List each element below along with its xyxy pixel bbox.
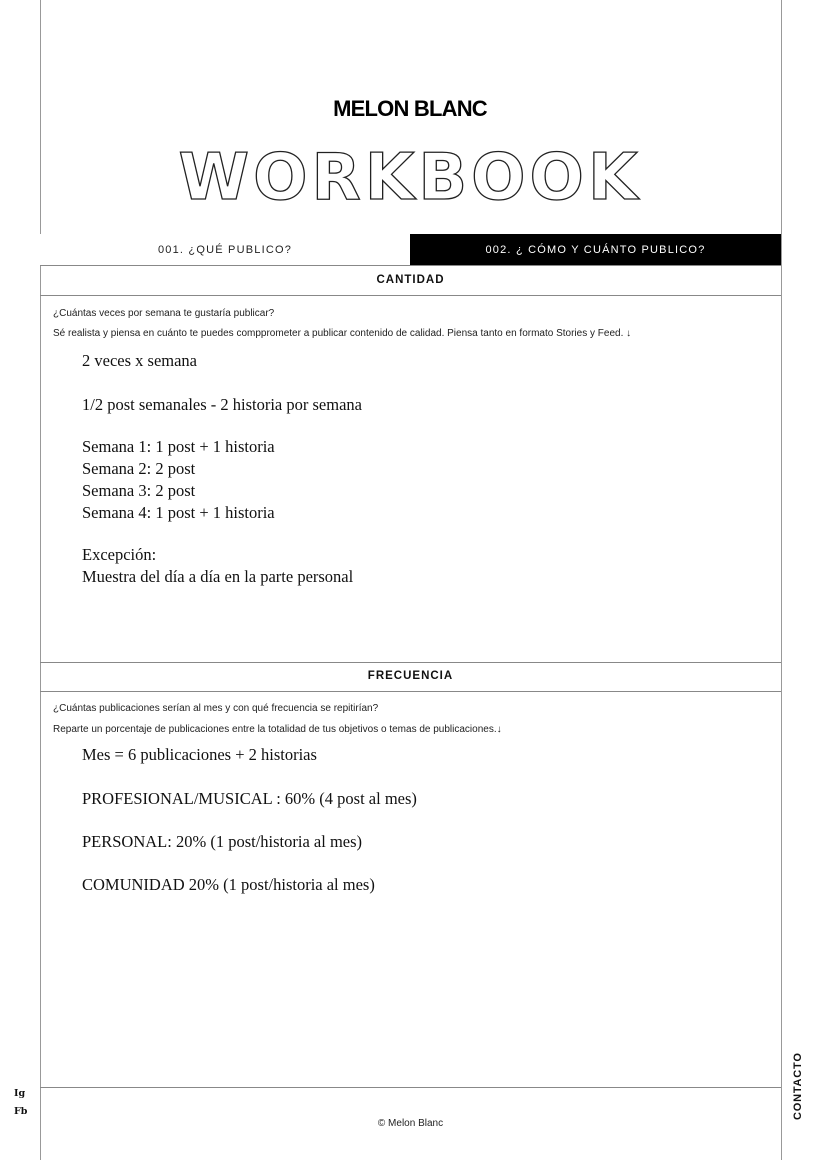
- footer-copyright: © Melon Blanc: [377, 1118, 444, 1129]
- answer-line: PROFESIONAL/MUSICAL : 60% (4 post al mes): [82, 789, 417, 808]
- hint-frecuencia: Reparte un porcentaje de publicaciones entre la totalidad de tus objetivos o temas de publicaciones.↓: [53, 724, 502, 735]
- section-heading-frecuencia: FRECUENCIA: [367, 670, 454, 682]
- divider: [40, 1087, 781, 1088]
- tab-que-publico[interactable]: 001. ¿QUÉ PUBLICO?: [40, 234, 410, 265]
- answer-line: Semana 3: 2 post: [82, 481, 196, 500]
- brand-logo: MELON BLANC: [333, 96, 487, 121]
- answer-line: Mes = 6 publicaciones + 2 historias: [82, 745, 317, 764]
- answer-line: Semana 4: 1 post + 1 historia: [82, 503, 275, 522]
- facebook-link[interactable]: Fb: [14, 1106, 28, 1117]
- divider: [40, 691, 781, 692]
- hint-cantidad: Sé realista y piensa en cuánto te puedes compprometer a publicar contenido de calidad. Piensa tanto en formato Stories y Feed. ↓: [53, 328, 632, 339]
- answer-line: COMUNIDAD 20% (1 post/historia al mes): [82, 875, 375, 894]
- contact-link[interactable]: CONTACTO: [792, 1052, 804, 1120]
- instagram-link[interactable]: Ig: [14, 1088, 26, 1099]
- answer-line: 1/2 post semanales - 2 historia por semana: [82, 395, 362, 414]
- answer-line: 2 veces x semana: [82, 351, 197, 370]
- tab-como-cuanto-publico[interactable]: 002. ¿ CÓMO Y CUÁNTO PUBLICO?: [410, 234, 781, 265]
- page-title: WORKBOOK: [178, 141, 642, 215]
- question-cantidad: ¿Cuántas veces por semana te gustaría publicar?: [53, 308, 275, 319]
- answer-line: Semana 1: 1 post + 1 historia: [82, 437, 275, 456]
- answer-line: Semana 2: 2 post: [82, 459, 196, 478]
- divider: [40, 295, 781, 296]
- answer-line: Excepción:: [82, 545, 157, 564]
- question-frecuencia: ¿Cuántas publicaciones serían al mes y con qué frecuencia se repitirían?: [53, 703, 379, 714]
- answer-line: Muestra del día a día en la parte personal: [82, 567, 354, 586]
- section-heading-cantidad: CANTIDAD: [376, 274, 445, 286]
- answer-line: PERSONAL: 20% (1 post/historia al mes): [82, 832, 363, 851]
